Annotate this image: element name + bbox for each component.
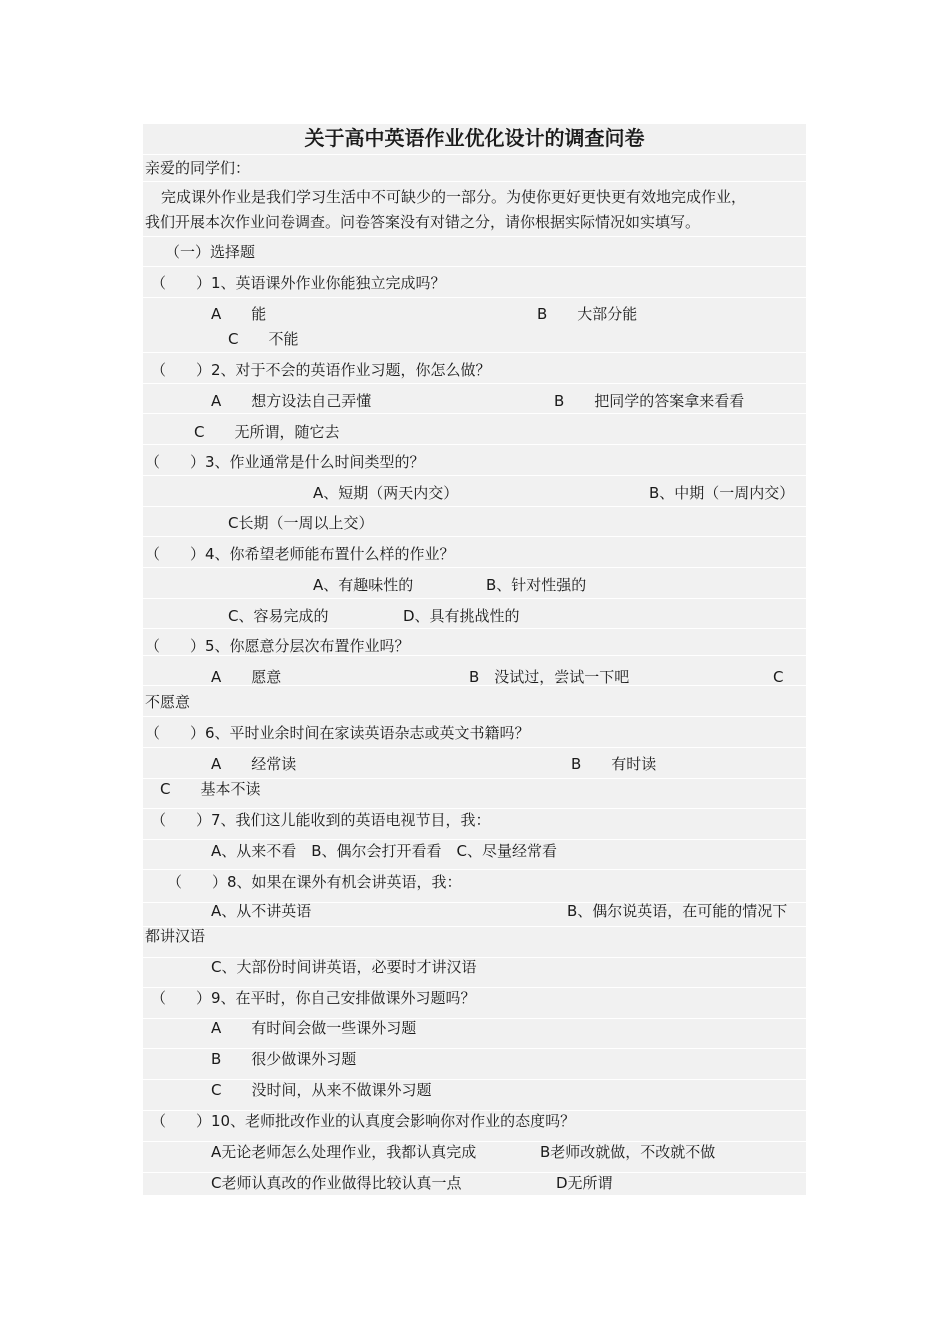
option-item: D无所谓 <box>556 1174 613 1192</box>
option-item: 都讲汉语 <box>145 927 206 945</box>
option-item: B、偶尔说英语，在可能的情况下 <box>567 902 788 920</box>
intro-line-1: 完成课外作业是我们学习生活中不可缺少的一部分。为使你更好更快更有效地完成作业， <box>161 188 747 206</box>
option-item: B 没试过，尝试一下吧 <box>469 668 630 686</box>
option-item: B、针对性强的 <box>486 576 587 594</box>
option-item: B 把同学的答案拿来看看 <box>554 392 745 410</box>
question-stem: （ ）2、对于不会的英语作业习题，你怎么做？ <box>151 361 491 379</box>
question-stem: （ ）10、老师批改作业的认真度会影响你对作业的态度吗？ <box>151 1112 576 1130</box>
option-item: A 想方设法自己弄懂 <box>211 392 372 410</box>
intro-line-2: 我们开展本次作业问卷调查。问卷答案没有对错之分，请你根据实际情况如实填写。 <box>145 213 701 231</box>
option-item: A无论老师怎么处理作业，我都认真完成 <box>211 1143 477 1161</box>
option-item: C老师认真改的作业做得比较认真一点 <box>211 1174 462 1192</box>
option-item: C、大部份时间讲英语，必要时才讲汉语 <box>211 958 477 976</box>
option-item: A、短期（两天内交） <box>313 484 459 502</box>
option-item: B 很少做课外习题 <box>211 1050 357 1068</box>
option-item: A、从不讲英语 <box>211 902 312 920</box>
option-item: A 愿意 <box>211 668 282 686</box>
option-item: B、中期（一周内交） <box>649 484 795 502</box>
option-item: C、容易完成的 <box>228 607 329 625</box>
question-stem: （ ）9、在平时，你自己安排做课外习题吗？ <box>151 989 476 1007</box>
greeting: 亲爱的同学们： <box>145 159 251 177</box>
question-stem: （ ）4、你希望老师能布置什么样的作业？ <box>145 545 455 563</box>
section-heading: （一）选择题 <box>165 243 256 261</box>
option-item: C 不能 <box>228 330 299 348</box>
option-item: A 能 <box>211 305 267 323</box>
question-stem: （ ）8、如果在课外有机会讲英语，我： <box>167 873 462 891</box>
question-stem: （ ）1、英语课外作业你能独立完成吗？ <box>151 274 446 292</box>
option-item: C 无所谓，随它去 <box>194 423 340 441</box>
question-stem: （ ）5、你愿意分层次布置作业吗？ <box>145 637 410 655</box>
option-item: 不愿意 <box>145 693 191 711</box>
option-item: A、从来不看 B、偶尔会打开看看 C、尽量经常看 <box>211 842 558 860</box>
questionnaire-document <box>143 124 806 1195</box>
option-item: C <box>773 668 784 686</box>
page-title: 关于高中英语作业优化设计的调查问卷 <box>304 126 645 150</box>
option-item: A 有时间会做一些课外习题 <box>211 1019 417 1037</box>
option-item: B 有时读 <box>571 755 657 773</box>
question-stem: （ ）3、作业通常是什么时间类型的？ <box>145 453 425 471</box>
option-item: A、有趣味性的 <box>313 576 414 594</box>
option-item: C 基本不读 <box>160 780 261 798</box>
option-item: B老师改就做，不改就不做 <box>540 1143 716 1161</box>
option-item: B 大部分能 <box>537 305 638 323</box>
option-item: C长期（一周以上交） <box>228 514 374 532</box>
option-item: A 经常读 <box>211 755 297 773</box>
option-item: C 没时间，从来不做课外习题 <box>211 1081 432 1099</box>
question-stem: （ ）6、平时业余时间在家读英语杂志或英文书籍吗？ <box>145 724 530 742</box>
option-item: D、具有挑战性的 <box>403 607 520 625</box>
question-stem: （ ）7、我们这儿能收到的英语电视节目，我： <box>151 811 491 829</box>
